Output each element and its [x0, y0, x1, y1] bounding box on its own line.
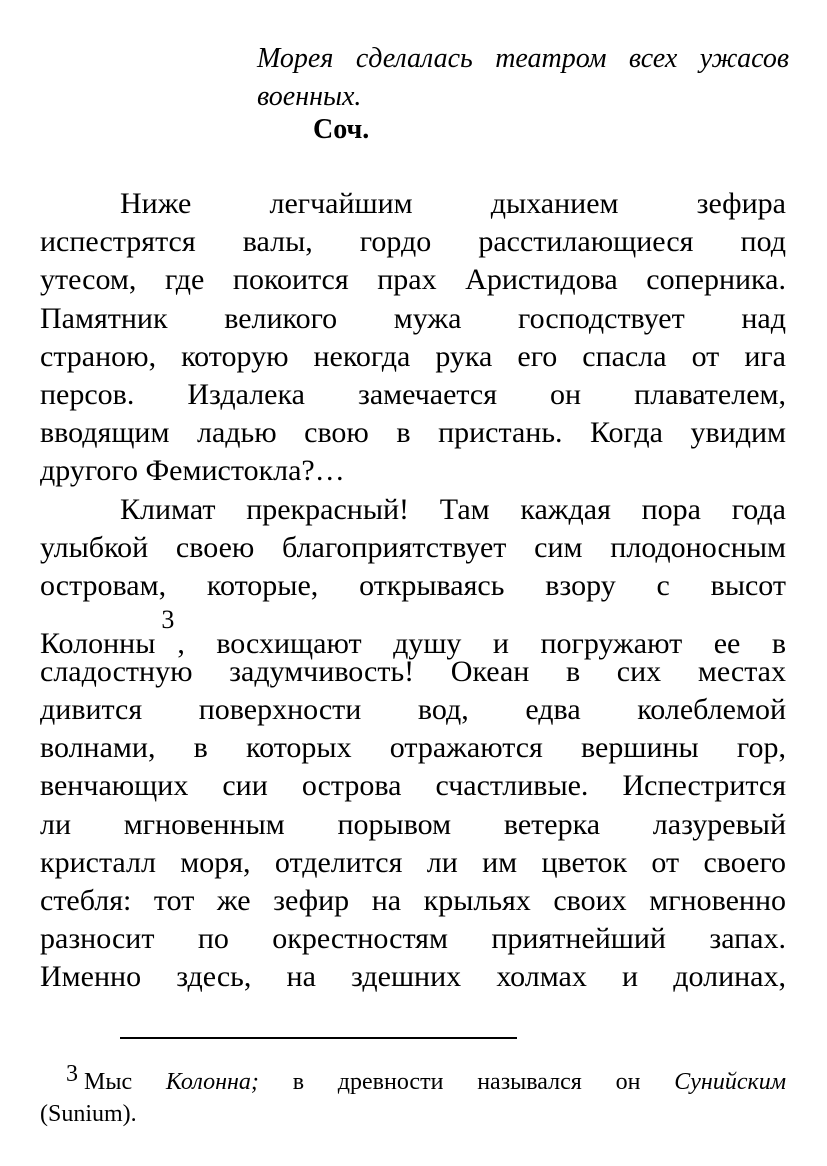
text-line-with-footnote-ref	[40, 605, 786, 660]
text-line: разносит по окрестностям приятнейший запах.	[40, 922, 786, 955]
text-line: Ниже легчайшим дыханием зефира	[120, 187, 786, 220]
footnote-line	[40, 1061, 787, 1098]
text-line: Климат прекрасный! Там каждая пора года	[120, 493, 786, 526]
text-line: вводящим ладью свою в пристань. Когда увидим	[40, 416, 786, 449]
text-line: венчающих сии острова счастливые. Испестрится	[40, 769, 786, 802]
epigraph-author: Соч.	[313, 114, 370, 145]
footnote-divider	[120, 1037, 517, 1039]
footnote-line: (Sunium).	[40, 1101, 137, 1127]
text-line: испестрятся валы, гордо расстилающиеся под	[40, 225, 786, 258]
epigraph-text: Морея сделалась театром всех ужасов военных.	[257, 43, 789, 112]
text-line: персов. Издалека замечается он плавателем,	[40, 378, 786, 411]
text-line: волнами, в которых отражаются вершины гор,	[40, 731, 786, 764]
text-line: Именно здесь, на здешних холмах и долинах,	[40, 960, 786, 993]
footnote-italic: Колонна;	[165, 1069, 259, 1095]
text-line: ли мгновенным порывом ветерка лазуревый	[40, 808, 786, 841]
footnote-text: Мыс	[84, 1069, 133, 1095]
text-line: островам, которые, открываясь взору с высот	[40, 569, 786, 602]
text-line: кристалл моря, отделится ли им цветок от своего	[40, 846, 786, 879]
footnote-number: 3	[66, 1061, 78, 1087]
text-fragment: , восхищают душу и погружают ее в	[177, 627, 786, 660]
text-line: страною, которую некогда рука его спасла от ига	[40, 340, 786, 373]
footnote-italic: Сунийским	[674, 1069, 787, 1095]
text-line: утесом, где покоится прах Аристидова соперника.	[40, 263, 786, 296]
footnote-ref[interactable]: 3	[161, 605, 175, 634]
text-line: стебля: тот же зефир на крыльях своих мгновенно	[40, 884, 786, 917]
text-fragment: Колонны	[40, 627, 156, 660]
text-line: дивится поверхности вод, едва колеблемой	[40, 693, 786, 726]
text-line: сладостную задумчивость! Океан в сих местах	[40, 655, 786, 688]
text-line: улыбкой своею благоприятствует сим плодоносным	[40, 531, 786, 564]
text-line: Памятник великого мужа господствует над	[40, 302, 786, 335]
footnote-text: в древности назывался он	[292, 1069, 641, 1095]
text-line: другого Фемистокла?…	[40, 454, 345, 487]
